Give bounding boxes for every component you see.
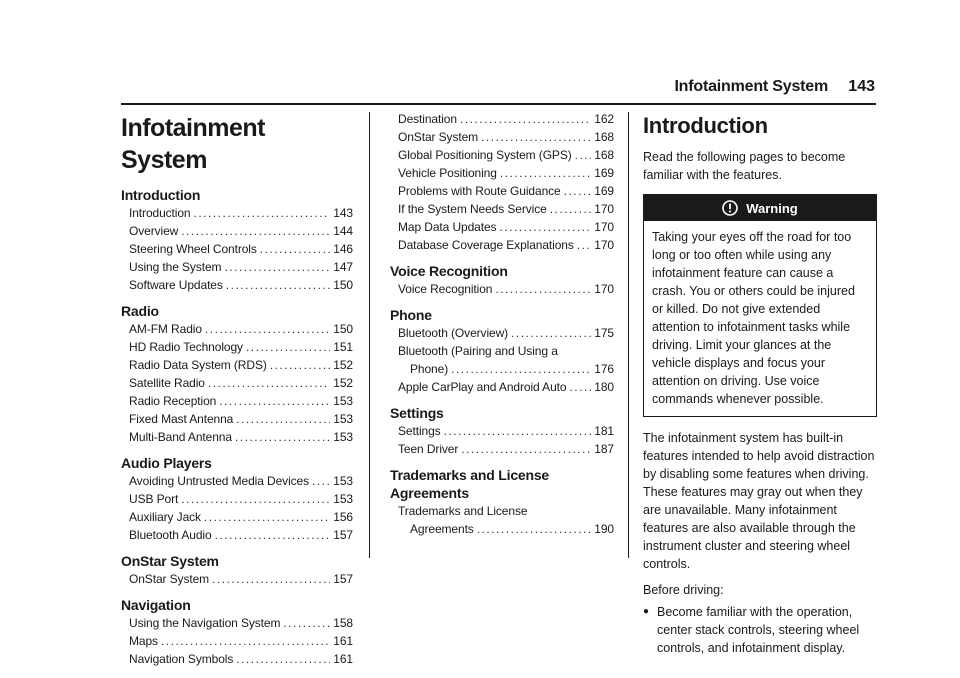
toc-section-title: Trademarks and License Agreements xyxy=(390,467,550,501)
toc-entry-title: Teen Driver xyxy=(398,442,459,456)
toc-entry-title: Multi-Band Antenna xyxy=(129,430,232,444)
toc-entry-page: 144 xyxy=(333,224,353,238)
toc-leader-dots xyxy=(495,280,591,298)
bullet-text: Become familiar with the operation, center stack controls, steering wheel controls, and infotainment display. xyxy=(657,605,860,655)
toc-entry-title: Database Coverage Explanations xyxy=(398,238,574,252)
toc-entry-page: 152 xyxy=(333,376,353,390)
toc-leader-dots xyxy=(499,218,591,236)
intro-lead-paragraph: Read the following pages to become familiar with the features. xyxy=(643,150,846,182)
toc-entry-page: 153 xyxy=(333,412,353,426)
toc-section-list xyxy=(121,204,353,294)
toc-entry-page: 161 xyxy=(333,634,353,648)
toc-entry-title: OnStar System xyxy=(129,572,210,586)
toc-entry-title: Voice Recognition xyxy=(398,282,493,296)
toc-entry-title: Satellite Radio xyxy=(129,376,205,390)
toc-entry-page: 168 xyxy=(594,130,614,144)
toc-entry[interactable] xyxy=(121,570,353,588)
toc-entry-page: 170 xyxy=(594,238,614,252)
toc-entry-page: 153 xyxy=(333,492,353,506)
toc-entry-title: Settings xyxy=(398,424,441,438)
toc-entry-title: Map Data Updates xyxy=(398,220,497,234)
toc-leader-dots xyxy=(270,356,331,374)
warning-label: Warning xyxy=(746,200,798,216)
column-divider-right xyxy=(628,112,629,558)
toc-leader-dots xyxy=(569,378,591,396)
toc-entry-page: 153 xyxy=(333,394,353,408)
toc-entry-title: OnStar System xyxy=(398,130,479,144)
page-header xyxy=(0,78,960,102)
toc-entry[interactable] xyxy=(121,526,353,544)
toc-entry-title: Agreements xyxy=(410,522,474,536)
warning-triangle-icon xyxy=(722,200,738,216)
toc-entry-page: 175 xyxy=(594,326,614,340)
toc-entry[interactable] xyxy=(121,614,353,632)
toc-entry-title: USB Port xyxy=(129,492,179,506)
toc-leader-dots xyxy=(212,570,330,588)
toc-leader-dots xyxy=(181,222,330,240)
toc-entry[interactable] xyxy=(121,650,353,668)
toc-section-title: Voice Recognition xyxy=(390,263,508,279)
toc-navigation-continued xyxy=(390,110,614,254)
toc-leader-dots xyxy=(564,182,592,200)
toc-leader-dots xyxy=(477,520,592,538)
toc-entry[interactable] xyxy=(390,236,614,254)
toc-entry-page: 170 xyxy=(594,202,614,216)
toc-entry-title: Overview xyxy=(129,224,179,238)
toc-section-list xyxy=(121,570,353,588)
toc-entry-title: Using the Navigation System xyxy=(129,616,281,630)
bullet-item xyxy=(643,603,877,657)
toc-entry-title: Problems with Route Guidance xyxy=(398,184,561,198)
toc-entry-title: Radio Reception xyxy=(129,394,217,408)
toc-phone-list xyxy=(390,324,614,396)
before-driving-list xyxy=(643,603,877,657)
toc-leader-dots xyxy=(236,410,330,428)
toc-entry-page: 156 xyxy=(333,510,353,524)
toc-settings-list xyxy=(390,422,614,458)
toc-entry[interactable] xyxy=(390,164,614,182)
bullet-dot-icon: ● xyxy=(643,606,650,617)
toc-entry-page: 181 xyxy=(594,424,614,438)
toc-section-title: Radio xyxy=(121,303,159,319)
toc-entry-page: 146 xyxy=(333,242,353,256)
toc-entry-page: 161 xyxy=(333,652,353,666)
toc-section-title: Phone xyxy=(390,307,432,323)
toc-leader-dots xyxy=(226,276,330,294)
toc-entry[interactable] xyxy=(390,520,614,538)
toc-section-title: Introduction xyxy=(121,187,201,203)
toc-entry-page: 170 xyxy=(594,282,614,296)
toc-entry-page: 158 xyxy=(333,616,353,630)
toc-entry-title: Steering Wheel Controls xyxy=(129,242,257,256)
toc-leader-dots xyxy=(204,508,330,526)
toc-entry[interactable] xyxy=(121,320,353,338)
toc-entry-page: 157 xyxy=(333,528,353,542)
toc-entry[interactable] xyxy=(121,338,353,356)
toc-leader-dots xyxy=(246,338,330,356)
toc-leader-dots xyxy=(283,614,330,632)
toc-leader-dots xyxy=(208,374,330,392)
warning-box xyxy=(643,194,877,417)
toc-leader-dots xyxy=(575,146,592,164)
toc-entry[interactable] xyxy=(121,356,353,374)
header-section-title: Infotainment System xyxy=(674,78,828,95)
toc-entry-title: Bluetooth (Overview) xyxy=(398,326,509,340)
toc-leader-dots xyxy=(312,472,330,490)
toc-entry-wrapped-line[interactable]: Bluetooth (Pairing and Using a xyxy=(398,344,558,358)
toc-entry[interactable] xyxy=(390,128,614,146)
toc-entry-title: Navigation Symbols xyxy=(129,652,234,666)
toc-entry[interactable] xyxy=(390,218,614,236)
toc-entry[interactable] xyxy=(121,276,353,294)
toc-leader-dots xyxy=(219,392,330,410)
toc-section-list xyxy=(121,472,353,544)
toc-entry[interactable] xyxy=(390,360,614,378)
toc-entry-title: Vehicle Positioning xyxy=(398,166,497,180)
toc-leader-dots xyxy=(215,526,331,544)
toc-entry[interactable] xyxy=(390,146,614,164)
intro-heading: Introduction xyxy=(643,113,768,138)
toc-section-list xyxy=(121,320,353,446)
toc-leader-dots xyxy=(194,204,331,222)
toc-entry-page: 176 xyxy=(594,362,614,376)
toc-entry-title: Software Updates xyxy=(129,278,223,292)
column-divider-left xyxy=(369,112,370,558)
chapter-title: Infotainment System xyxy=(121,114,265,174)
toc-section-title: Navigation xyxy=(121,597,191,613)
toc-entry[interactable] xyxy=(390,182,614,200)
toc-section-list xyxy=(121,614,353,668)
toc-entry[interactable] xyxy=(121,490,353,508)
toc-entry-page: 190 xyxy=(594,522,614,536)
toc-entry-title: Global Positioning System (GPS) xyxy=(398,148,572,162)
toc-entry-page: 153 xyxy=(333,474,353,488)
toc-leader-dots xyxy=(451,360,591,378)
warning-text: Taking your eyes off the road for too long or too often while using any infotainment feature can cause a crash. You or others could be injured or killed. Do not give extended attention to infotainment tasks while driving. Limit your glances at the vehicle displays and focus your attention on driving. Use voice commands whenever possible. xyxy=(652,230,855,406)
toc-entry-page: 150 xyxy=(333,278,353,292)
toc-entry-title: HD Radio Technology xyxy=(129,340,243,354)
toc-entry[interactable] xyxy=(121,632,353,650)
toc-leader-dots xyxy=(500,164,591,182)
toc-leader-dots xyxy=(444,422,592,440)
toc-section-title: OnStar System xyxy=(121,553,219,569)
toc-leader-dots xyxy=(460,110,591,128)
toc-entry-page: 153 xyxy=(333,430,353,444)
toc-entry[interactable] xyxy=(121,508,353,526)
toc-entry-title: Auxiliary Jack xyxy=(129,510,201,524)
toc-leader-dots xyxy=(511,324,591,342)
toc-entry-title: Avoiding Untrusted Media Devices xyxy=(129,474,310,488)
toc-section-title: Audio Players xyxy=(121,455,212,471)
toc-leader-dots xyxy=(224,258,330,276)
toc-entry-title: AM-FM Radio xyxy=(129,322,202,336)
toc-leader-dots xyxy=(181,490,330,508)
toc-entry-page: 168 xyxy=(594,148,614,162)
header-page-number: 143 xyxy=(848,78,875,95)
toc-entry[interactable] xyxy=(121,428,353,446)
toc-column-1 xyxy=(121,110,353,668)
toc-entry-title: If the System Needs Service xyxy=(398,202,547,216)
toc-entry-title: Apple CarPlay and Android Auto xyxy=(398,380,567,394)
toc-entry-title: Fixed Mast Antenna xyxy=(129,412,234,426)
toc-entry-page: 162 xyxy=(594,112,614,126)
toc-entry-title: Destination xyxy=(398,112,457,126)
toc-entry[interactable] xyxy=(121,258,353,276)
toc-entry-page: 151 xyxy=(333,340,353,354)
toc-section-title: Settings xyxy=(390,405,444,421)
toc-entry[interactable] xyxy=(121,222,353,240)
toc-entry-page: 150 xyxy=(333,322,353,336)
warning-header xyxy=(644,195,876,221)
toc-entry-title: Radio Data System (RDS) xyxy=(129,358,267,372)
toc-column-2 xyxy=(390,110,614,538)
toc-entry-page: 169 xyxy=(594,166,614,180)
toc-entry-wrapped-line[interactable]: Trademarks and License xyxy=(398,504,528,518)
toc-entry[interactable] xyxy=(121,410,353,428)
toc-entry[interactable] xyxy=(390,110,614,128)
toc-entry-title: Using the System xyxy=(129,260,222,274)
before-driving-label: Before driving: xyxy=(643,583,724,597)
toc-entry[interactable] xyxy=(390,200,614,218)
toc-entry-title: Phone) xyxy=(410,362,449,376)
toc-trademarks-list xyxy=(390,502,614,538)
toc-entry[interactable] xyxy=(390,440,614,458)
toc-entry[interactable] xyxy=(121,472,353,490)
toc-entry[interactable] xyxy=(390,280,614,298)
intro-body-paragraph: The infotainment system has built-in features intended to help avoid distraction by disabling some features when driving. These features may gray out when they are unavailable. Many infotainment features are also available through the instrument cluster and steering wheel controls. xyxy=(643,431,875,571)
header-rule xyxy=(121,103,876,105)
toc-entry-page: 143 xyxy=(333,206,353,220)
toc-entry[interactable] xyxy=(390,422,614,440)
toc-entry-title: Introduction xyxy=(129,206,191,220)
toc-leader-dots xyxy=(481,128,591,146)
toc-entry-page: 180 xyxy=(594,380,614,394)
toc-entry-page: 169 xyxy=(594,184,614,198)
toc-leader-dots xyxy=(236,650,330,668)
toc-entry[interactable] xyxy=(121,374,353,392)
toc-leader-dots xyxy=(461,440,591,458)
toc-entry[interactable] xyxy=(121,240,353,258)
toc-entry[interactable] xyxy=(121,392,353,410)
toc-entry-page: 152 xyxy=(333,358,353,372)
toc-entry[interactable] xyxy=(390,378,614,396)
toc-entry-page: 187 xyxy=(594,442,614,456)
toc-entry-page: 157 xyxy=(333,572,353,586)
toc-entry[interactable] xyxy=(121,204,353,222)
toc-leader-dots xyxy=(260,240,331,258)
toc-entry-title: Bluetooth Audio xyxy=(129,528,212,542)
toc-entry-page: 147 xyxy=(333,260,353,274)
toc-entry-page: 170 xyxy=(594,220,614,234)
toc-leader-dots xyxy=(161,632,330,650)
toc-voice-list xyxy=(390,280,614,298)
toc-entry-title: Maps xyxy=(129,634,158,648)
toc-leader-dots xyxy=(205,320,330,338)
intro-column xyxy=(643,110,877,657)
toc-sections xyxy=(121,186,353,668)
toc-leader-dots xyxy=(577,236,591,254)
toc-leader-dots xyxy=(550,200,592,218)
toc-leader-dots xyxy=(235,428,330,446)
toc-entry[interactable] xyxy=(390,324,614,342)
